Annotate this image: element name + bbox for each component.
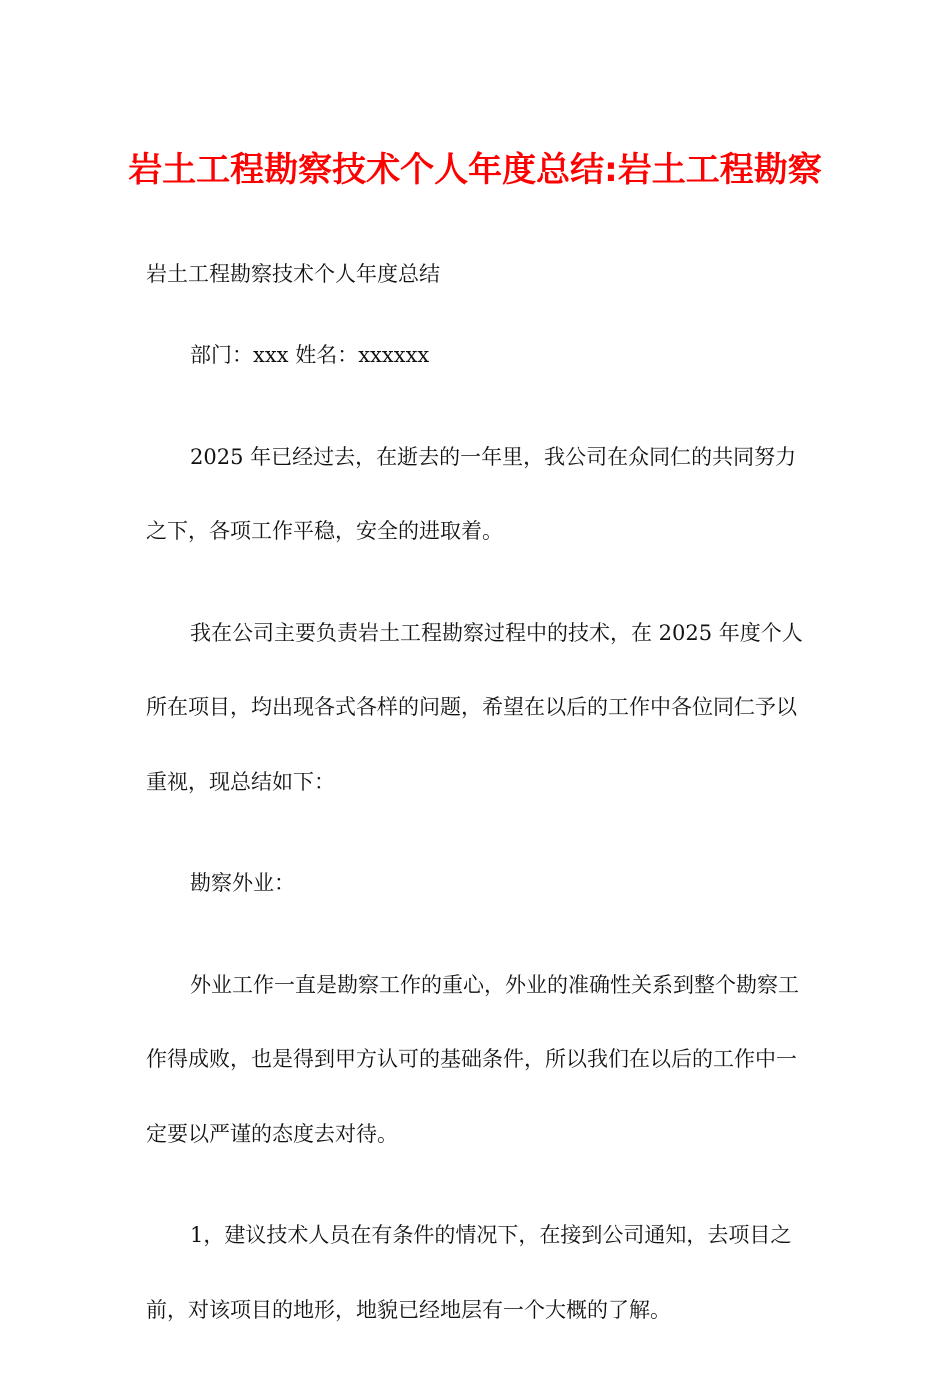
document-title: 岩土工程勘察技术个人年度总结:岩土工程勘察: [128, 150, 822, 190]
paragraph-item-1: 1，建议技术人员在有条件的情况下，在接到公司通知，去项目之前，对该项目的地形，地貌已经地层有一个大概的了解。: [146, 1223, 792, 1322]
paragraph-department: 部门：xxx 姓名：xxxxxx: [190, 343, 430, 367]
paragraph-responsibility: 我在公司主要负责岩土工程勘察过程中的技术，在 2025 年度个人所在项目，均出现各式各样的问题，希望在以后的工作中各位同仁予以重视，现总结如下：: [146, 620, 803, 794]
paragraph-section-heading: 勘察外业：: [190, 871, 295, 895]
document-subtitle: 岩土工程勘察技术个人年度总结: [146, 262, 440, 286]
paragraph-fieldwork: 外业工作一直是勘察工作的重心，外业的准确性关系到整个勘察工作得成败，也是得到甲方认可的基础条件，所以我们在以后的工作中一定要以严谨的态度去对待。: [146, 972, 799, 1146]
paragraph-intro: 2025 年已经过去，在逝去的一年里，我公司在众同仁的共同努力之下，各项工作平稳，安全的进取着。: [146, 444, 797, 543]
document-body: [146, 248, 806, 1374]
